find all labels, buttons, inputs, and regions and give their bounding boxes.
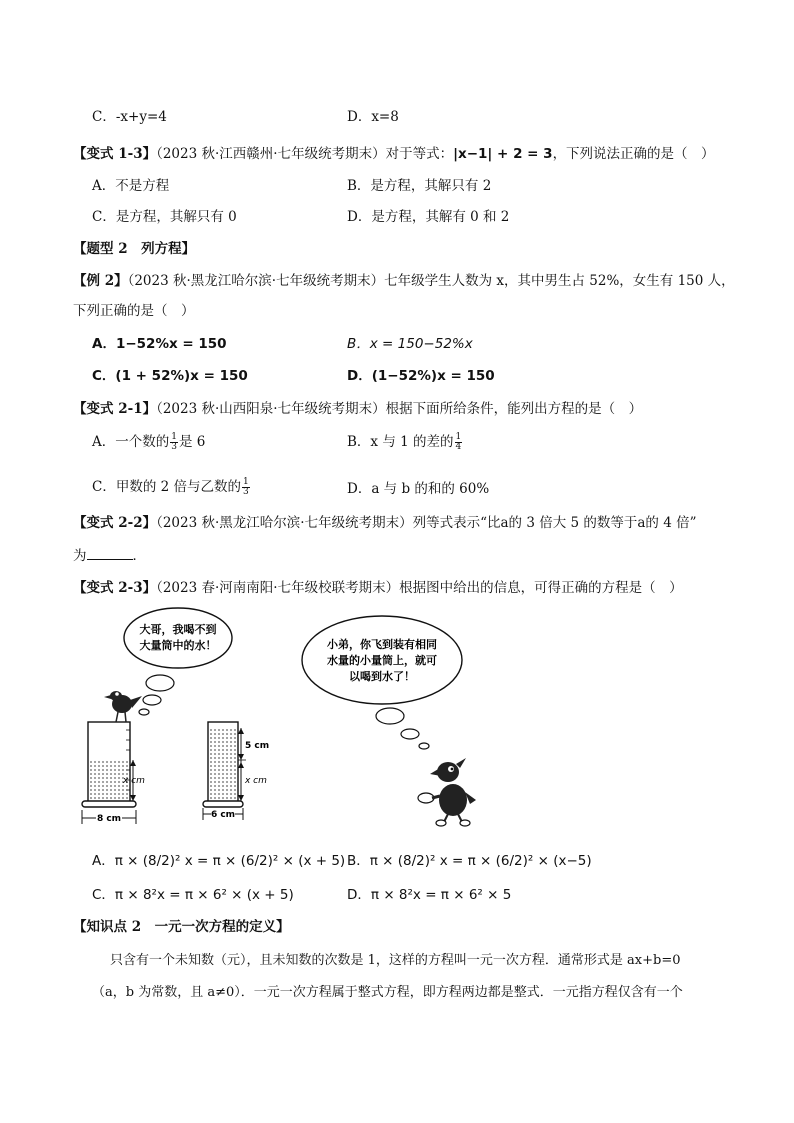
fraction-den: 3 xyxy=(171,442,177,452)
option-d: D．x=8 xyxy=(347,109,399,125)
bubble-left-line1: 大哥，我喝不到 xyxy=(139,623,217,636)
section-title-type-2: 【题型 2 列方程】 xyxy=(73,241,196,257)
crow-small-icon xyxy=(104,691,142,722)
question-tag: 【变式 2-2】 xyxy=(73,515,157,531)
question-tag: 【变式 2-3】 xyxy=(73,580,157,596)
question-tag: 【例 2】 xyxy=(73,273,128,289)
option-c: C．π × 8²x = π × 6² × (x + 5) xyxy=(92,887,294,903)
question-tag: 【变式 1-3】 xyxy=(73,146,157,162)
dim-label-x-small: x cm xyxy=(245,776,267,786)
option-d: D．π × 8²x = π × 6² × 5 xyxy=(347,887,512,903)
option-d: D．是方程，其解有 0 和 2 xyxy=(347,209,510,225)
bubble-right-line2: 水量的小量筒上，就可 xyxy=(327,654,437,667)
dim-label-x-large: x cm xyxy=(123,776,145,786)
fraction-num: 1 xyxy=(455,432,462,442)
fraction xyxy=(170,433,178,452)
speech-bubble-left xyxy=(124,608,232,668)
stem-prefix: 为 xyxy=(73,548,87,564)
question-equation: |x−1| + 2 = 3 xyxy=(453,146,553,162)
question-var-2-2 xyxy=(73,514,697,532)
dim-label-8cm: 8 cm xyxy=(96,814,122,824)
option-d: D．(1−52%)x = 150 xyxy=(347,368,495,384)
option-b: B．是方程，其解只有 2 xyxy=(347,178,492,194)
answer-blank[interactable] xyxy=(87,546,133,560)
question-stem: 列等式表示“比a的 3 倍大 5 的数等于a的 4 倍” xyxy=(412,515,697,531)
question-stem-end: ，下列说法正确的是（ ） xyxy=(552,146,715,162)
option-c xyxy=(92,478,251,497)
option-c: C．(1 + 52%)x = 150 xyxy=(92,368,248,384)
option-b: B．π × (8/2)² x = π × (6/2)² × (x−5) xyxy=(347,853,592,869)
question-stem: 对于等式： xyxy=(385,146,454,162)
fraction xyxy=(455,433,463,452)
paragraph-line1: 只含有一个未知数（元），且未知数的次数是 1，这样的方程叫一元一次方程．通常形式是 ax+b=0 xyxy=(110,953,681,968)
bubble-right-line3: 以喝到水了！ xyxy=(349,670,415,683)
option-c: C．-x+y=4 xyxy=(92,109,167,125)
option-a xyxy=(92,433,205,452)
question-var-2-1 xyxy=(73,400,642,418)
dim-label-6cm: 6 cm xyxy=(210,810,236,820)
stem-suffix: ． xyxy=(132,548,146,564)
section-title-knowledge-2: 【知识点 2 一元一次方程的定义】 xyxy=(73,919,290,935)
question-var-1-3 xyxy=(73,145,715,163)
option-text: B．x 与 1 的差的 xyxy=(347,434,454,450)
question-stem: 根据下面所给条件，能列出方程的是（ ） xyxy=(385,401,643,417)
bubble-left-line2: 大量筒中的水！ xyxy=(139,639,217,652)
question-source: （2023 秋·江西赣州·七年级统考期末） xyxy=(156,146,386,162)
crow-large-icon xyxy=(418,758,476,826)
question-source: （2023 秋·黑龙江哈尔滨·七年级统考期末） xyxy=(127,273,385,289)
option-a: A．不是方程 xyxy=(92,178,170,194)
option-a: A．π × (8/2)² x = π × (6/2)² × (x + 5) xyxy=(92,853,346,869)
question-source: （2023 秋·黑龙江哈尔滨·七年级统考期末） xyxy=(156,515,413,531)
dim-label-5cm: 5 cm xyxy=(245,741,270,751)
option-text: A．一个数的 xyxy=(92,434,170,450)
large-cylinder xyxy=(82,722,136,807)
question-stem-line2 xyxy=(73,546,146,565)
option-b xyxy=(347,433,463,452)
option-text: C．甲数的 2 倍与乙数的 xyxy=(92,479,242,495)
question-source: （2023 秋·山西阳泉·七年级统考期末） xyxy=(156,401,386,417)
question-example-2 xyxy=(73,272,735,290)
option-b: B．x = 150−52%x xyxy=(347,336,473,352)
question-source: （2023 春·河南南阳·七年级校联考期末） xyxy=(156,580,400,596)
paragraph-line2: （a，b 为常数，且 a≠0）．一元一次方程属于整式方程，即方程两边都是整式．一元指方程仅含有一个 xyxy=(92,985,683,1000)
bubble-right-line1: 小弟，你飞到装有相同 xyxy=(327,638,437,651)
option-text-end: 是 6 xyxy=(178,434,206,450)
question-tag: 【变式 2-1】 xyxy=(73,401,157,417)
option-d: D．a 与 b 的和的 60% xyxy=(347,481,490,497)
fraction-den: 3 xyxy=(243,487,249,497)
fraction-num: 1 xyxy=(171,432,177,442)
question-stem: 根据图中给出的信息，可得正确的方程是（ ） xyxy=(399,580,683,596)
option-a: A．1−52%x = 150 xyxy=(92,336,227,352)
question-stem-line2: 下列正确的是（ ） xyxy=(73,303,195,319)
crow-cylinder-illustration xyxy=(60,600,500,830)
fraction-num: 1 xyxy=(243,477,249,487)
fraction-den: 4 xyxy=(455,442,462,452)
small-cylinder xyxy=(203,722,246,807)
question-stem: 七年级学生人数为 x，其中男生占 52%，女生有 150 人， xyxy=(384,273,735,289)
option-c: C．是方程，其解只有 0 xyxy=(92,209,237,225)
fraction xyxy=(242,478,250,497)
question-var-2-3 xyxy=(73,579,683,597)
